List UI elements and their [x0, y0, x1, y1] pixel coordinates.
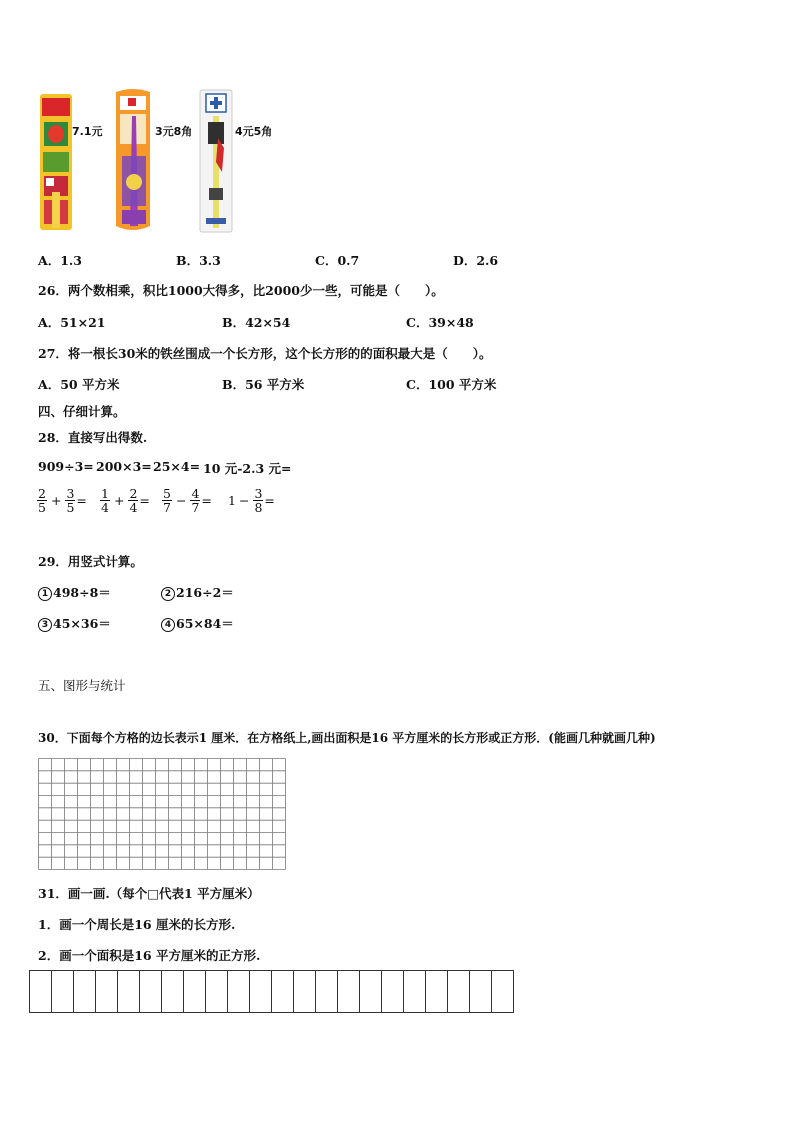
- square-cell[interactable]: [492, 971, 513, 1012]
- q27-option-c: C．100 平方米: [406, 377, 497, 392]
- q31-item-1: 1．画一个周长是16 厘米的长方形.: [38, 917, 236, 932]
- q27-text: 27．将一根长30米的铁丝围成一个长方形，这个长方形的的面积最大是（ ）。: [38, 346, 492, 361]
- square-cell[interactable]: [470, 971, 492, 1012]
- q26-text: 26．两个数相乘，积比1000大得多，比2000少一些，可能是（ ）。: [38, 283, 444, 298]
- circled-number-icon: 3: [38, 618, 52, 632]
- circled-number-icon: 4: [161, 618, 175, 632]
- square-cell[interactable]: [74, 971, 96, 1012]
- q28-calc-3: 25×4=: [153, 459, 201, 474]
- q29-text: 29．用竖式计算。: [38, 554, 143, 569]
- q31-text: 31．画一画.（每个□代表1 平方厘米）: [38, 886, 260, 901]
- q29-item-3: 3 45×36＝: [38, 614, 111, 632]
- square-cell[interactable]: [426, 971, 448, 1012]
- q28-calc-2: 200×3=: [96, 459, 152, 474]
- square-cell[interactable]: [382, 971, 404, 1012]
- price-label-1: 7.1元: [72, 125, 103, 138]
- square-cell[interactable]: [184, 971, 206, 1012]
- q28-fraction-2: $\frac{1}{4}$ + $\frac{2}{4}$ =: [101, 486, 150, 515]
- q29-item-4: 4 65×84＝: [161, 614, 234, 632]
- square-cell[interactable]: [52, 971, 74, 1012]
- q29-item-1: 1 498÷8＝: [38, 583, 111, 601]
- square-cell[interactable]: [294, 971, 316, 1012]
- square-cell[interactable]: [140, 971, 162, 1012]
- square-cell[interactable]: [360, 971, 382, 1012]
- toothbrush-red-icon: [38, 92, 74, 232]
- q28-text: 28．直接写出得数.: [38, 430, 148, 445]
- square-cell[interactable]: [448, 971, 470, 1012]
- q25-option-a: A．1.3: [38, 253, 82, 268]
- square-cell[interactable]: [206, 971, 228, 1012]
- q28-calc-1: 909÷3=: [38, 459, 94, 474]
- q27-option-a: A．50 平方米: [38, 377, 120, 392]
- q26-option-b: B．42×54: [222, 315, 291, 330]
- square-cell[interactable]: [272, 971, 294, 1012]
- q26-option-c: C．39×48: [406, 315, 474, 330]
- square-grid-paper: [38, 758, 286, 870]
- q28-fraction-1: $\frac{2}{5}$ + $\frac{3}{5}$ =: [38, 486, 87, 515]
- square-cell[interactable]: [228, 971, 250, 1012]
- square-cell[interactable]: [404, 971, 426, 1012]
- square-cell[interactable]: [250, 971, 272, 1012]
- q27-option-b: B．56 平方米: [222, 377, 305, 392]
- q28-fraction-4: 1 − $\frac{3}{8}$ =: [228, 486, 275, 515]
- price-label-3: 4元5角: [235, 125, 273, 138]
- q25-option-b: B．3.3: [176, 253, 221, 268]
- q25-option-c: C．0.7: [315, 253, 360, 268]
- circled-number-icon: 1: [38, 587, 52, 601]
- q25-option-d: D．2.6: [453, 253, 499, 268]
- toothbrush-yellow-icon: [198, 88, 234, 234]
- square-cell[interactable]: [96, 971, 118, 1012]
- square-cell-row: [29, 970, 514, 1013]
- q29-item-2: 2 216÷2＝: [161, 583, 234, 601]
- q31-item-2: 2．画一个面积是16 平方厘米的正方形.: [38, 948, 261, 963]
- q28-calc-4: 10 元-2.3 元=: [203, 461, 292, 476]
- q30-text: 30．下面每个方格的边长表示1 厘米．在方格纸上,画出面积是16 平方厘米的长方形或正方形．(能画几种就画几种): [38, 731, 656, 745]
- square-cell[interactable]: [118, 971, 140, 1012]
- q26-option-a: A．51×21: [38, 315, 106, 330]
- square-cell[interactable]: [162, 971, 184, 1012]
- square-cell[interactable]: [316, 971, 338, 1012]
- square-cell[interactable]: [30, 971, 52, 1012]
- q28-fraction-3: $\frac{5}{7}$ − $\frac{4}{7}$ =: [163, 486, 212, 515]
- section-5-heading: 五、图形与统计: [38, 678, 126, 693]
- toothbrush-purple-icon: [112, 86, 154, 234]
- section-4-heading: 四、仔细计算。: [38, 404, 126, 419]
- square-cell[interactable]: [338, 971, 360, 1012]
- circled-number-icon: 2: [161, 587, 175, 601]
- price-label-2: 3元8角: [155, 125, 193, 138]
